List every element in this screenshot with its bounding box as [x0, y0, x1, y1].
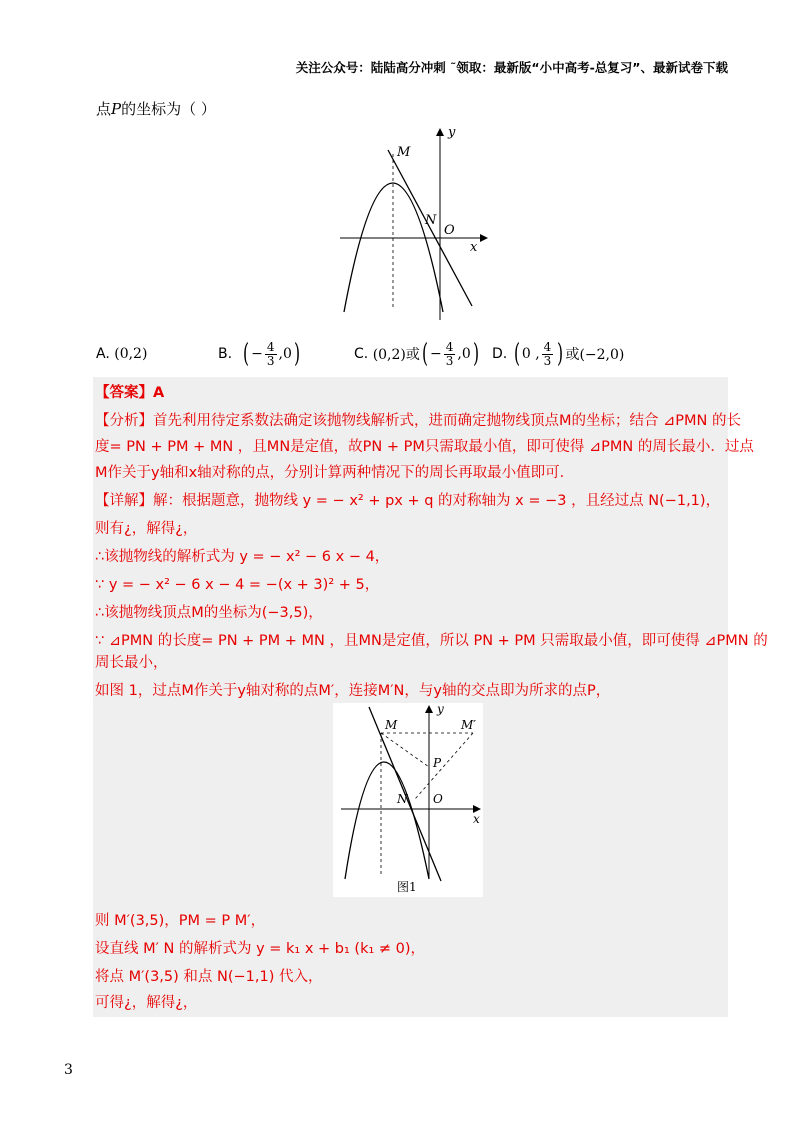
label-y: y [448, 125, 456, 140]
label-x: x [473, 812, 480, 826]
choice-C[interactable]: C. (0,2)或 ( − $\frac{4}{3}$ ,0 ) [354, 339, 479, 369]
page-number: 3 [64, 1062, 73, 1078]
answer-label: 【答案】A [95, 385, 165, 401]
choice-B[interactable]: B. ( − $\frac{4}{3}$ ,0 ) [218, 339, 300, 369]
choice-D[interactable]: D. ( 0 , $\frac{4}{3}$ ) 或(−2,0) [492, 339, 625, 369]
figure-1-svg [333, 703, 483, 897]
figure-1 [333, 703, 483, 897]
solution-block [93, 377, 768, 1017]
after-line-2: 设直线 M′ N 的解析式为 y = k₁ x + b₁ (k₁ ≠ 0)， [95, 941, 426, 957]
label-Mp: M′ [461, 718, 477, 732]
line-MN [388, 150, 472, 306]
figure-caption: 图1 [397, 880, 417, 894]
detail-line-8: 如图 1，过点M作关于y轴对称的点M′，连接M′N，与y轴的交点即为所求的点P， [95, 683, 611, 699]
detail-line-3: ∴该抛物线的解析式为 y = − x² − 6 x − 4， [95, 549, 390, 565]
page-header: 关注公众号：陆陆高分冲刺 ˜领取：最新版“小中高考-总复习”、最新试卷下载 [295, 60, 728, 75]
label-N: N [397, 792, 408, 806]
label-O: O [433, 792, 443, 806]
after-line-3: 将点 M′(3,5) 和点 N(−1,1) 代入， [95, 969, 323, 985]
after-line-1: 则 M′(3,5)，PM = P M′， [95, 913, 266, 929]
detail-line-6: ∵ ⊿PMN 的长度= PN + PM + MN ，且MN是定值，所以 PN + PM 只需取最小值，即可使得 ⊿PMN 的 [95, 633, 768, 649]
var-P: P [111, 100, 122, 118]
x-axis-arrow [480, 234, 488, 242]
y-axis-arrow [425, 705, 433, 713]
parabola-figure [340, 124, 490, 320]
parabola-curve [344, 183, 443, 312]
detail-line-7: 周长最小， [95, 655, 168, 671]
line-MpN [415, 733, 473, 799]
fraction: $\frac{4}{3}$ [266, 339, 275, 368]
choices [96, 334, 736, 374]
analysis-line-1: 【分析】首先利用待定系数法确定该抛物线解析式，进而确定抛物线顶点M的坐标；结合 ⊿PMN 的长 [95, 413, 741, 429]
line-MP [381, 733, 429, 767]
label-P: P [433, 756, 442, 770]
label-M: M [385, 718, 398, 732]
label-y: y [437, 703, 444, 716]
label-N: N [425, 213, 437, 228]
analysis-line-3: M作关于y轴和x轴对称的点，分别计算两种情况下的周长再取最小值即可． [95, 465, 575, 481]
label-M: M [397, 145, 411, 160]
detail-line-5: ∴该抛物线顶点M的坐标为(−3,5)， [95, 605, 323, 621]
analysis-line-2: 度= PN + PM + MN ，且MN是定值，故PN + PM只需取最小值，即可使得 ⊿PMN 的周长最小．过点 [95, 439, 754, 455]
fraction: $\frac{4}{3}$ [445, 339, 454, 368]
choice-A[interactable]: A. (0,2) [96, 346, 148, 362]
label-O: O [444, 223, 455, 238]
y-axis-arrow [436, 128, 444, 136]
after-line-4: 可得¿，解得¿， [95, 995, 198, 1011]
detail-line-2: 则有¿，解得¿， [95, 521, 198, 537]
detail-line-4: ∵ y = − x² − 6 x − 4 = −(x + 3)² + 5， [95, 577, 380, 593]
detail-line-1: 【详解】解：根据题意，抛物线 y = − x² + px + q 的对称轴为 x = −3 ，且经过点 N(−1,1)， [95, 493, 721, 509]
fraction: $\frac{4}{3}$ [543, 339, 552, 368]
label-x: x [470, 240, 478, 255]
question-text: 点P的坐标为（ ） [96, 100, 216, 118]
